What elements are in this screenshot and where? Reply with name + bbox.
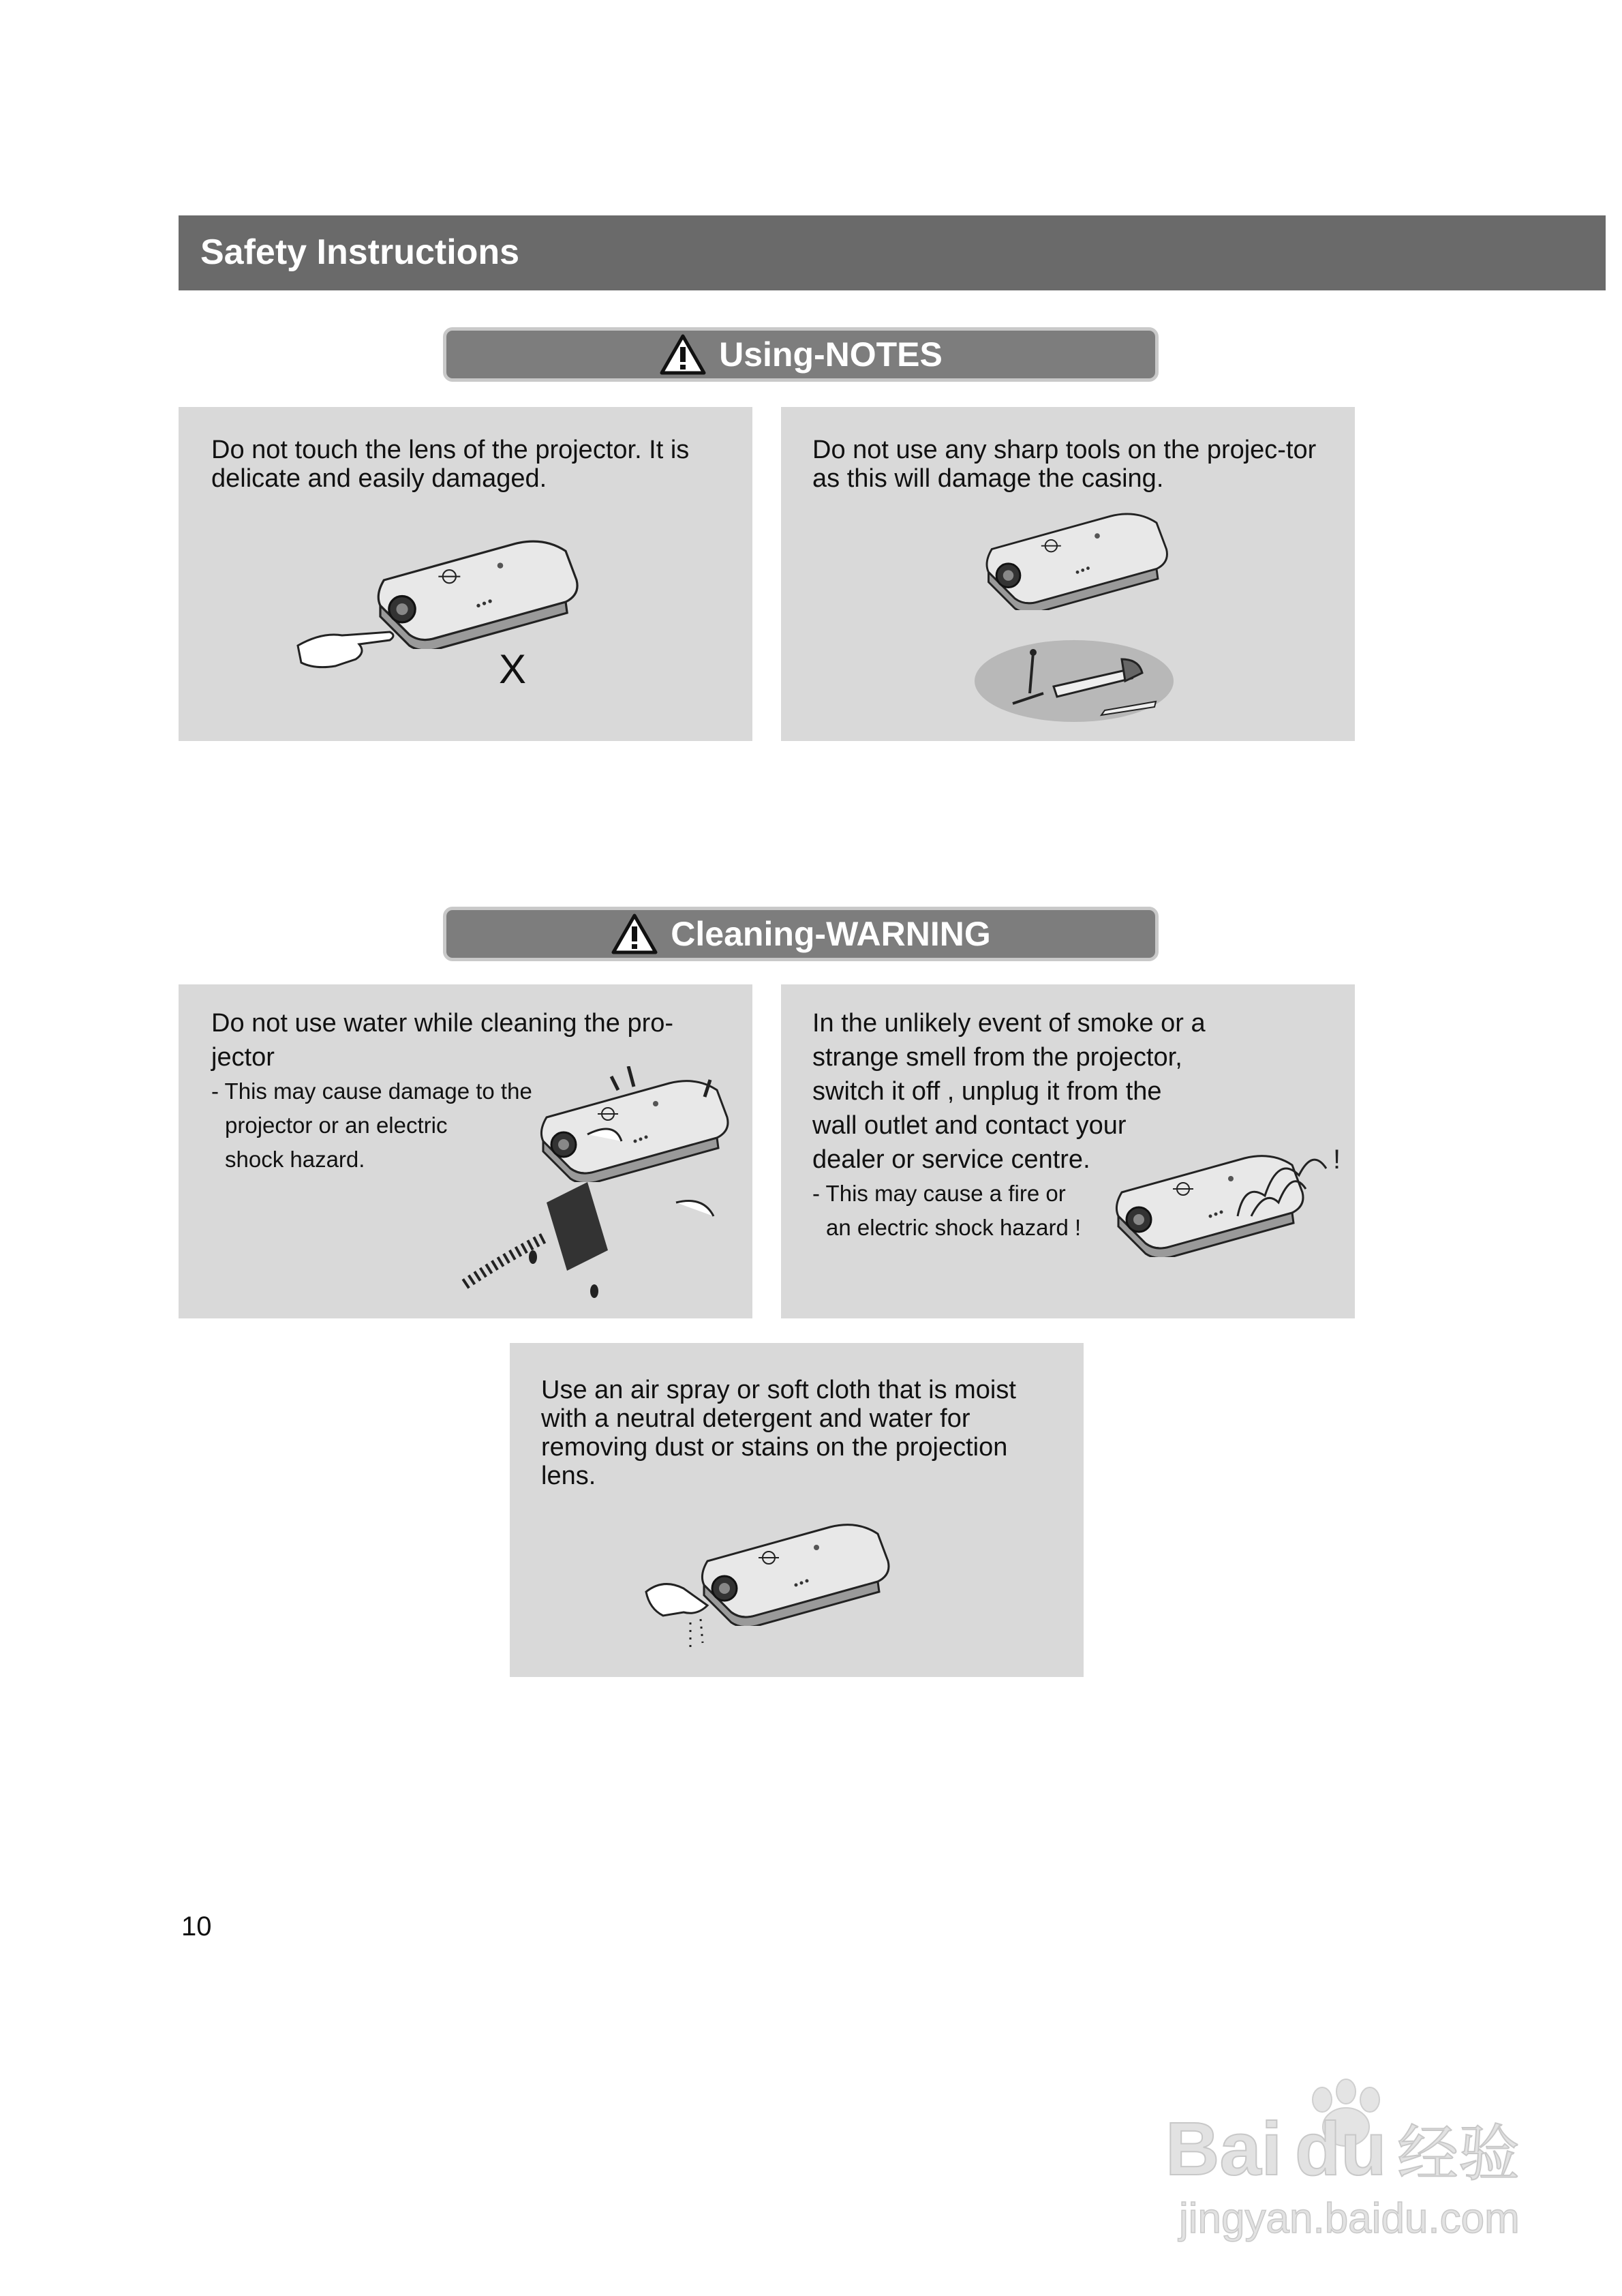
- panel-text-line: strange smell from the projector,: [812, 1043, 1182, 1072]
- panel-text: Do not use any sharp tools on the projec-tor as this will damage the casing.: [812, 436, 1317, 493]
- projector-illustration: [369, 533, 587, 649]
- panel-text-line: In the unlikely event of smoke or a: [812, 1009, 1206, 1038]
- svg-text:jingyan.baidu.com: jingyan.baidu.com: [1179, 2195, 1520, 2242]
- panel-spray: [510, 1343, 1084, 1677]
- smoke-icon: [1224, 1141, 1347, 1223]
- header-bar: [179, 215, 1606, 290]
- water-splash-icon: [451, 1066, 737, 1312]
- panel-text: Use an air spray or soft cloth that is moist with a neutral detergent and water for removing dust or stains on the projection lens.: [541, 1376, 1016, 1490]
- panel-text-line: wall outlet and contact your: [812, 1111, 1127, 1140]
- panel-text-line: switch it off , unplug it from the: [812, 1077, 1162, 1106]
- panel-text-line: dealer or service centre.: [812, 1145, 1090, 1174]
- svg-text:经验: 经验: [1397, 2118, 1520, 2190]
- baidu-logo: [1159, 2072, 1540, 2256]
- panel-subtext-line: projector or an electric: [225, 1113, 448, 1138]
- page-number: 10: [181, 1912, 212, 1942]
- page-title: Safety Instructions: [200, 232, 520, 272]
- panel-water: [179, 984, 752, 1318]
- baidu-watermark: [1159, 2072, 1540, 2256]
- panel-text-line: jector: [211, 1043, 275, 1072]
- section-heading-warning: [443, 907, 1159, 961]
- svg-text:!: !: [1333, 1145, 1341, 1175]
- section-heading-label: Using-NOTES: [719, 335, 943, 374]
- sharp-tools-icon: [972, 639, 1176, 727]
- panel-subtext-line: - This may cause damage to the: [211, 1078, 532, 1104]
- projector-illustration: [694, 1517, 898, 1626]
- panel-text-line: Do not use water while cleaning the pro-: [211, 1009, 674, 1038]
- panel-smoke: [781, 984, 1355, 1318]
- warning-icon: [659, 333, 707, 376]
- projector-illustration: [979, 508, 1176, 610]
- panel-lens: [179, 407, 752, 741]
- svg-text:du: du: [1295, 2107, 1387, 2191]
- panel-text: Do not touch the lens of the projector. It is delicate and easily damaged.: [211, 436, 690, 493]
- panel-subtext-line: - This may cause a fire or: [812, 1181, 1066, 1206]
- section-heading-label: Cleaning-WARNING: [671, 915, 991, 953]
- warning-icon: [611, 913, 658, 955]
- panel-subtext-line: an electric shock hazard !: [826, 1215, 1082, 1240]
- cloth-icon: [643, 1575, 724, 1657]
- section-heading-notes: [443, 327, 1159, 382]
- panel-subtext-line: shock hazard.: [225, 1147, 365, 1172]
- finger-icon: [294, 611, 397, 673]
- prohibited-mark: X: [499, 646, 527, 692]
- svg-text:Bai: Bai: [1165, 2107, 1283, 2191]
- panel-tools: [781, 407, 1355, 741]
